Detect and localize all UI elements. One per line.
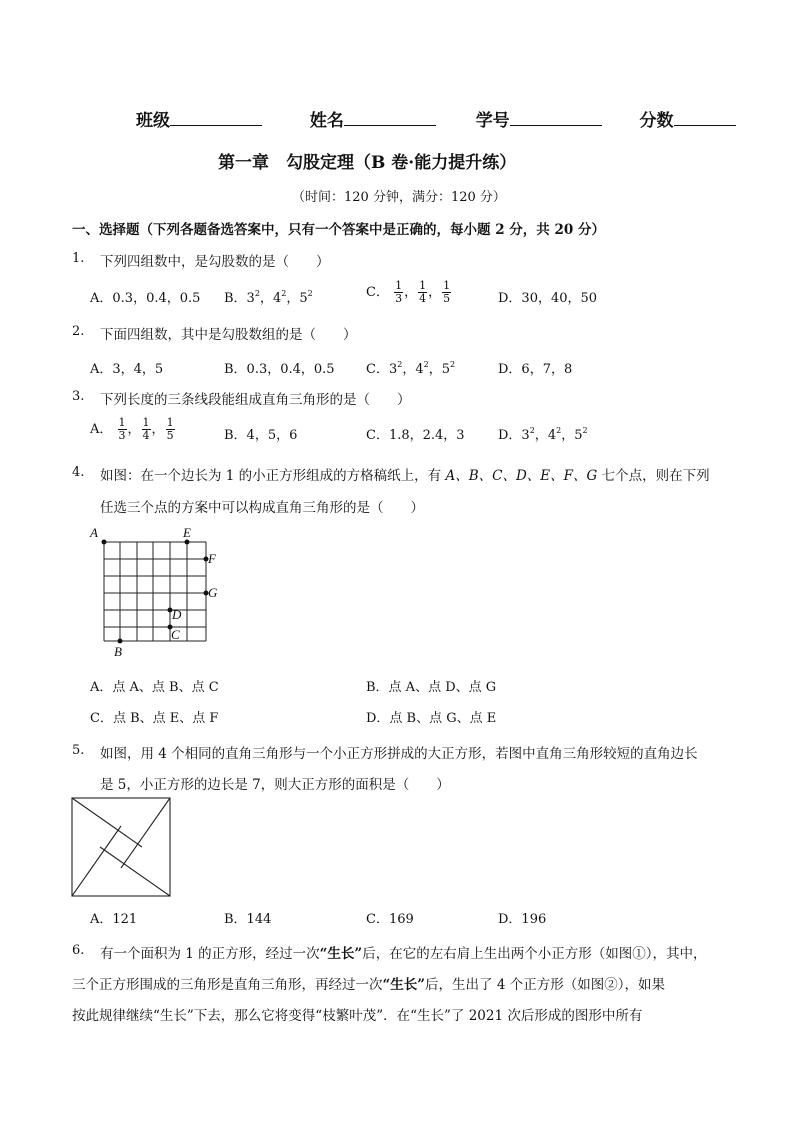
option-c: C．169 bbox=[366, 912, 414, 927]
class-blank bbox=[170, 110, 262, 126]
option-a: A．121 bbox=[90, 912, 138, 927]
name-blank bbox=[344, 110, 436, 126]
grid-lines bbox=[104, 542, 206, 641]
question-text: 下列四组数中，是勾股数的是（ ） bbox=[100, 254, 330, 270]
class-label: 班级 bbox=[136, 111, 170, 131]
score-label: 分数 bbox=[639, 111, 674, 131]
point-a bbox=[102, 540, 107, 545]
label-a: A bbox=[90, 525, 98, 540]
pinwheel-figure bbox=[70, 796, 174, 898]
option-b: B．点 A、点 D、点 G bbox=[366, 680, 497, 695]
question-number: 1. bbox=[72, 251, 85, 266]
question-text: 如图：在一个边长为 1 的小正方形组成的方格稿纸上，有 A、B、C、D、E、F、G 七个点，则在下列 bbox=[100, 468, 710, 484]
option-a: A．点 A、点 B、点 C bbox=[90, 680, 219, 695]
question-number: 2. bbox=[72, 324, 85, 339]
question-number: 3. bbox=[72, 389, 85, 404]
option-a: A．0.3，0.4，0.5 bbox=[90, 291, 201, 306]
option-c: C． $\frac{1}{3}$ ， $\frac{1}{4}$ ， $\frac{1}{5}$ bbox=[366, 279, 451, 305]
question-text: 如图，用 4 个相同的直角三角形与一个小正方形拼成的大正方形，若图中直角三角形较短的直角边长 bbox=[100, 746, 698, 762]
fraction: $\frac{1}{5}$ bbox=[443, 279, 451, 305]
option-c: C．点 B、点 E、点 F bbox=[90, 711, 219, 726]
label-g: G bbox=[208, 585, 218, 600]
option-d: D．6，7，8 bbox=[498, 362, 573, 377]
name-label: 姓名 bbox=[309, 111, 344, 131]
question-text-line2: 是 5，小正方形的边长是 7，则大正方形的面积是（ ） bbox=[100, 777, 450, 793]
label-f: F bbox=[208, 551, 216, 566]
id-blank bbox=[510, 110, 602, 126]
question-text-line2: 三个正方形围成的三角形是直角三角形，再经过一次“生长”后，生出了 4 个正方形（如图②），如果 bbox=[72, 977, 665, 993]
fraction: $\frac{1}{4}$ bbox=[142, 416, 150, 442]
option-c: C．$3^2$，$4^2$，$5^2$ bbox=[366, 360, 456, 377]
question-number: 6. bbox=[72, 943, 85, 958]
fraction: $\frac{1}{3}$ bbox=[118, 416, 126, 442]
label-d: D bbox=[172, 607, 182, 622]
header-row bbox=[136, 106, 736, 131]
question-text: 下面四组数，其中是勾股数组的是（ ） bbox=[100, 327, 357, 343]
option-d: D．30，40，50 bbox=[498, 291, 598, 306]
section-heading: 一、选择题（下列各题备选答案中，只有一个答案中是正确的，每小题 2 分，共 20 分） bbox=[72, 222, 605, 238]
option-b: B．0.3，0.4，0.5 bbox=[224, 362, 335, 377]
option-d: D．点 B、点 G、点 E bbox=[366, 711, 497, 726]
point-b bbox=[118, 639, 123, 644]
page-subtitle: （时间：120 分钟，满分：120 分） bbox=[292, 190, 506, 205]
grid-figure bbox=[86, 522, 226, 662]
fraction: $\frac{1}{4}$ bbox=[419, 279, 427, 305]
option-a: A． $\frac{1}{3}$ ， $\frac{1}{4}$ ， $\frac{1}{5}$ bbox=[90, 416, 174, 442]
fraction: $\frac{1}{3}$ bbox=[395, 279, 403, 305]
label-c: C bbox=[171, 627, 180, 642]
option-b: B．4，5，6 bbox=[224, 428, 298, 443]
point-e bbox=[185, 540, 190, 545]
id-label: 学号 bbox=[475, 111, 510, 131]
option-c: C．1.8，2.4，3 bbox=[366, 428, 465, 443]
question-text: 有一个面积为 1 的正方形，经过一次“生长”后，在它的左右肩上生出两个小正方形（如图①），其中， bbox=[100, 946, 707, 962]
score-blank bbox=[674, 110, 736, 126]
label-b: B bbox=[114, 644, 122, 659]
option-b: B．$3^2$，$4^2$，$5^2$ bbox=[224, 289, 313, 306]
question-text-line3: 按此规律继续“生长”下去，那么它将变得“枝繁叶茂”．在“生长”了 2021 次后形成的图形中所有 bbox=[72, 1008, 643, 1024]
question-text-line2: 任选三个点的方案中可以构成直角三角形的是（ ） bbox=[100, 500, 424, 516]
page-title: 第一章 勾股定理（B 卷·能力提升练） bbox=[218, 153, 517, 173]
question-number: 4. bbox=[72, 465, 85, 480]
question-number: 5. bbox=[72, 743, 85, 758]
label-e: E bbox=[183, 525, 191, 540]
option-a: A．3，4，5 bbox=[90, 362, 164, 377]
fraction: $\frac{1}{5}$ bbox=[166, 416, 174, 442]
big-square bbox=[72, 798, 170, 896]
question-text: 下列长度的三条线段能组成直角三角形的是（ ） bbox=[100, 392, 411, 408]
option-d: D．196 bbox=[498, 912, 547, 927]
option-d: D．$3^2$，$4^2$，$5^2$ bbox=[498, 426, 588, 443]
option-b: B．144 bbox=[224, 912, 272, 927]
